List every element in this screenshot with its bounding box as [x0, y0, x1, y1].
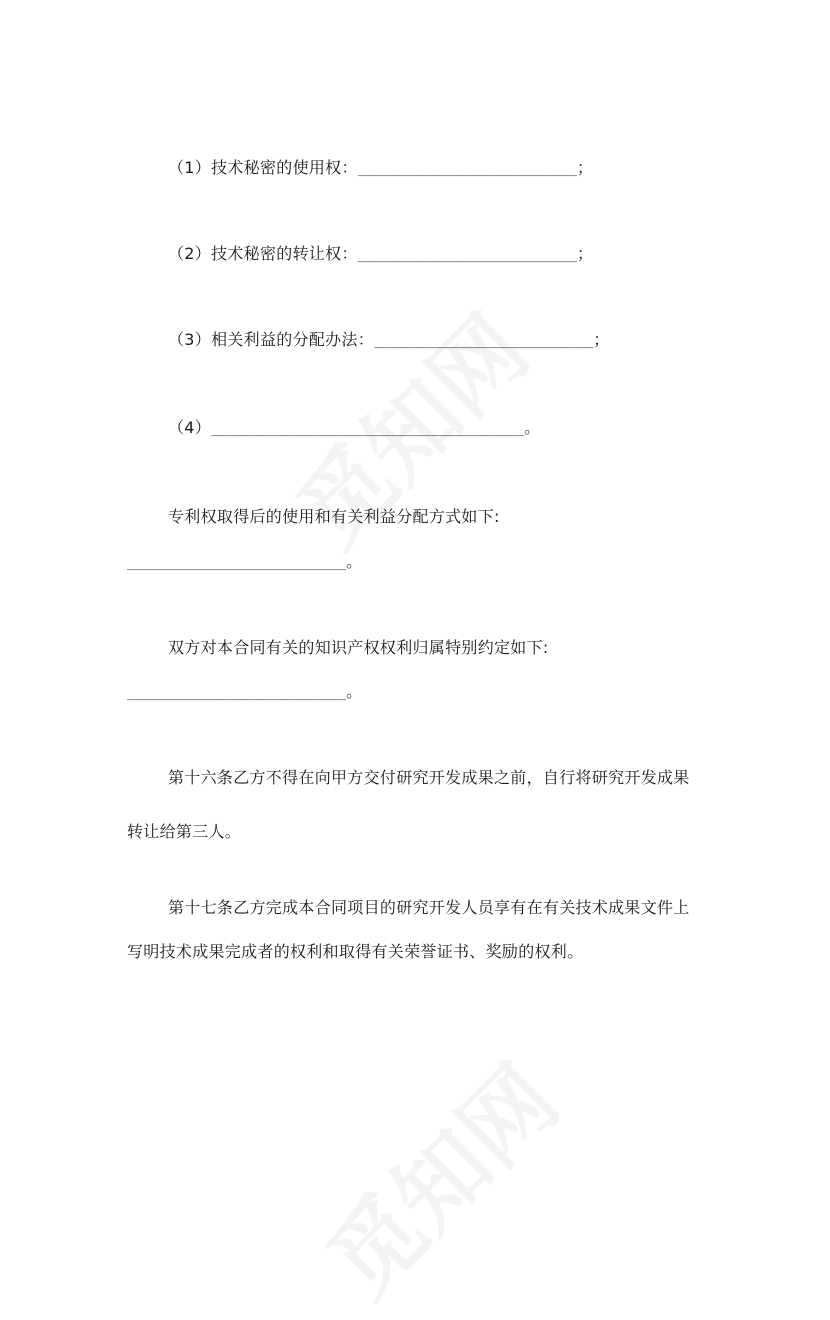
item-other — [168, 418, 540, 440]
patent-intro: 专利权取得后的使用和有关利益分配方式如下: — [168, 507, 500, 526]
fill-blank[interactable]: ________________________________________ — [211, 422, 525, 437]
article-16-line-2: 转让给第三人。 — [127, 822, 242, 841]
ip-end: 。 — [346, 682, 363, 701]
item-label: （1）技术秘密的使用权： — [168, 158, 358, 177]
item-label: （2）技术秘密的转让权： — [168, 244, 358, 263]
patent-blank-line — [127, 552, 362, 574]
item-label: （3）相关利益的分配办法： — [168, 330, 375, 349]
item-end: ； — [576, 244, 594, 263]
item-usage-right — [168, 158, 593, 180]
item-end: ； — [576, 158, 594, 177]
fill-blank[interactable]: ____________________________ — [127, 686, 347, 701]
article-17-line-1: 第十七条乙方完成本合同项目的研究开发人员享有在有关技术成果文件上 — [168, 898, 690, 917]
item-transfer-right — [168, 244, 593, 266]
fill-blank[interactable]: ____________________________ — [374, 334, 594, 349]
watermark — [294, 1032, 583, 1320]
ip-blank-line — [127, 682, 362, 704]
item-benefit-distribution — [168, 330, 610, 352]
fill-blank[interactable]: ____________________________ — [357, 248, 577, 263]
item-end: 。 — [524, 418, 541, 437]
patent-end: 。 — [346, 552, 363, 571]
item-label: （4） — [168, 418, 212, 437]
ip-intro: 双方对本合同有关的知识产权权利归属特别约定如下: — [168, 638, 549, 657]
fill-blank[interactable]: ____________________________ — [357, 162, 577, 177]
article-17-line-2: 写明技术成果完成者的权利和取得有关荣誉证书、奖励的权利。 — [127, 942, 584, 961]
article-16-line-1: 第十六条乙方不得在向甲方交付研究开发成果之前，自行将研究开发成果 — [168, 768, 690, 787]
item-end: ； — [593, 330, 610, 349]
fill-blank[interactable]: ____________________________ — [127, 556, 347, 571]
